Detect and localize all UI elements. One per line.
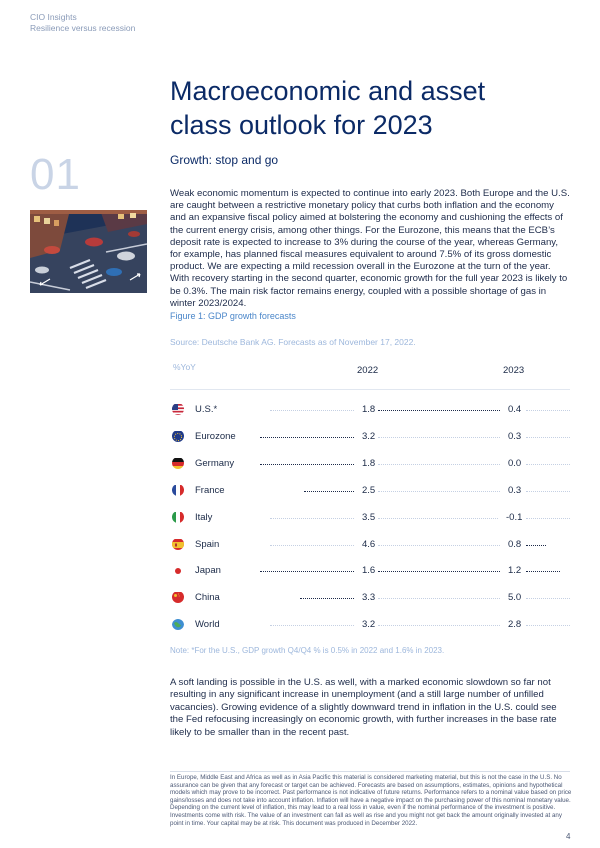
dot-leader: [526, 410, 570, 411]
value-2022: 3.2: [362, 431, 376, 442]
header-subtitle: Resilience versus recession: [30, 23, 136, 33]
value-2022: 4.6: [362, 539, 376, 550]
table-row: [170, 457, 570, 471]
us-flag-icon: [172, 403, 184, 415]
table-row: [170, 403, 570, 417]
country-name: Spain: [195, 539, 220, 550]
dot-leader: [378, 437, 500, 438]
country-name: Japan: [195, 565, 221, 576]
dot-leader: [526, 545, 546, 546]
china-flag-icon: [172, 591, 184, 603]
dot-leader: [378, 518, 498, 519]
title-line-2: class outlook for 2023: [170, 110, 433, 140]
dot-leader: [260, 437, 354, 438]
globe-icon: [172, 618, 184, 630]
dot-leader: [526, 518, 570, 519]
table-row: [170, 618, 570, 632]
dot-leader: [378, 491, 500, 492]
dot-leader: [378, 625, 500, 626]
dot-leader: [270, 625, 354, 626]
header-publication: CIO Insights: [30, 12, 77, 22]
dot-leader: [270, 410, 354, 411]
figure-source: Source: Deutsche Bank AG. Forecasts as of November 17, 2022.: [170, 337, 416, 347]
value-2023: 0.3: [508, 485, 522, 496]
eu-flag-icon: [172, 430, 184, 442]
value-2022: 3.5: [362, 512, 376, 523]
value-2023: 0.4: [508, 404, 522, 415]
value-2023: 1.2: [508, 565, 522, 576]
value-2023: 0.0: [508, 458, 522, 469]
value-2022: 2.5: [362, 485, 376, 496]
value-2023: 5.0: [508, 592, 522, 603]
title-line-1: Macroeconomic and asset: [170, 76, 486, 106]
value-2023: -0.1: [506, 512, 523, 523]
dot-leader: [526, 598, 570, 599]
italy-flag-icon: [172, 511, 184, 523]
figure-note: Note: *For the U.S., GDP growth Q4/Q4 % is 0.5% in 2022 and 1.6% in 2023.: [170, 646, 445, 655]
dot-leader: [260, 464, 354, 465]
section-heading: Growth: stop and go: [170, 153, 279, 167]
page-title: [170, 74, 485, 142]
figure-caption: Figure 1: GDP growth forecasts: [170, 311, 296, 321]
table-row: [170, 564, 570, 578]
body-paragraph: A soft landing is possible in the U.S. as well, with a marked economic slowdown so far not resulting in any significant increase in unemployment (and a still large number of unfilled vacancies). Growing evidence of a slightly downward trend in inflation in the U.S. could see the Fed refocusing increasingly on economic growth, with further increases in the base rate likely to be smaller than in the recent past.: [170, 677, 557, 738]
country-name: China: [195, 592, 220, 603]
table-row: [170, 484, 570, 498]
dot-leader: [526, 464, 570, 465]
country-name: France: [195, 485, 225, 496]
dot-leader: [260, 571, 354, 572]
disclaimer: In Europe, Middle East and Africa as well as in Asia Pacific this material is considered marketing material, but this is not the case in the U.S. No assurance can be given that any forecast or target can be achieved. Forecasts are based on assumptions, estimates, opinions and hypothetical models which may prove to be incorrect. Past performance is not indicative of future returns. Performance refers to a nominal value based on price gains/losses and does not take into account inflation. Inflation will have a negative impact on the purchasing power of this nominal monetary value. Depending on the current level of inflation, this may lead to a real loss in value, even if the nominal performance of the investment is positive. Investments come with risk. The value of an investment can fall as well as rise and you might not get back the amount originally invested at any point in time. Your capital may be at risk. This document was produced in December 2022.: [170, 774, 572, 827]
value-2022: 1.8: [362, 404, 376, 415]
page-number: 4: [566, 832, 571, 841]
dot-leader: [378, 571, 500, 572]
column-header-2023: 2023: [503, 365, 525, 376]
value-2023: 2.8: [508, 619, 522, 630]
table-row: [170, 511, 570, 525]
country-name: World: [195, 619, 220, 630]
dot-leader: [378, 464, 500, 465]
value-2022: 1.8: [362, 458, 376, 469]
table-divider: [170, 389, 570, 390]
dot-leader: [378, 410, 500, 411]
footer-divider: [170, 771, 570, 772]
germany-flag-icon: [172, 457, 184, 469]
country-name: U.S.*: [195, 404, 218, 415]
value-2023: 0.8: [508, 539, 522, 550]
table-unit-label: %YoY: [173, 362, 196, 372]
dot-leader: [526, 491, 570, 492]
dot-leader: [300, 598, 354, 599]
table-row: [170, 538, 570, 552]
column-header-2022: 2022: [357, 365, 379, 376]
value-2022: 3.2: [362, 619, 376, 630]
dot-leader: [526, 571, 560, 572]
value-2023: 0.3: [508, 431, 522, 442]
dot-leader: [378, 598, 500, 599]
spain-flag-icon: [172, 538, 184, 550]
table-row: [170, 430, 570, 444]
france-flag-icon: [172, 484, 184, 496]
city-street-photo: [30, 210, 147, 293]
value-2022: 3.3: [362, 592, 376, 603]
dot-leader: [526, 437, 570, 438]
dot-leader: [378, 545, 500, 546]
value-2022: 1.6: [362, 565, 376, 576]
dot-leader: [270, 518, 354, 519]
intro-paragraph: Weak economic momentum is expected to continue into early 2023. Both Europe and the U.S. are caught between a restrictive monetary policy that curbs both inflation and the economy and an expansive fiscal policy aimed at bolstering the economy and cushioning the effects of the current energy crisis, among other things. For the Eurozone, this means that the ECB’s deposit rate is expected to increase to 3% during the course of the year, whereas Germany, for example, has planned fiscal measures equivalent to around 7.5% of its gross domestic product. We are expecting a mild recession overall in the Eurozone at the turn of the year. With recovery starting in the second quarter, economic growth for the full year 2023 is likely to be 0.3%. The main risk factor remains energy, coupled with a possible shortage of gas in winter 2023/2024.: [170, 188, 570, 309]
japan-flag-icon: [172, 564, 184, 576]
dot-leader: [270, 545, 354, 546]
country-name: Germany: [195, 458, 235, 469]
dot-leader: [304, 491, 354, 492]
running-header: [30, 12, 135, 34]
country-name: Italy: [195, 512, 213, 523]
country-name: Eurozone: [195, 431, 236, 442]
section-number: 01: [30, 150, 81, 199]
dot-leader: [526, 625, 570, 626]
table-row: [170, 591, 570, 605]
